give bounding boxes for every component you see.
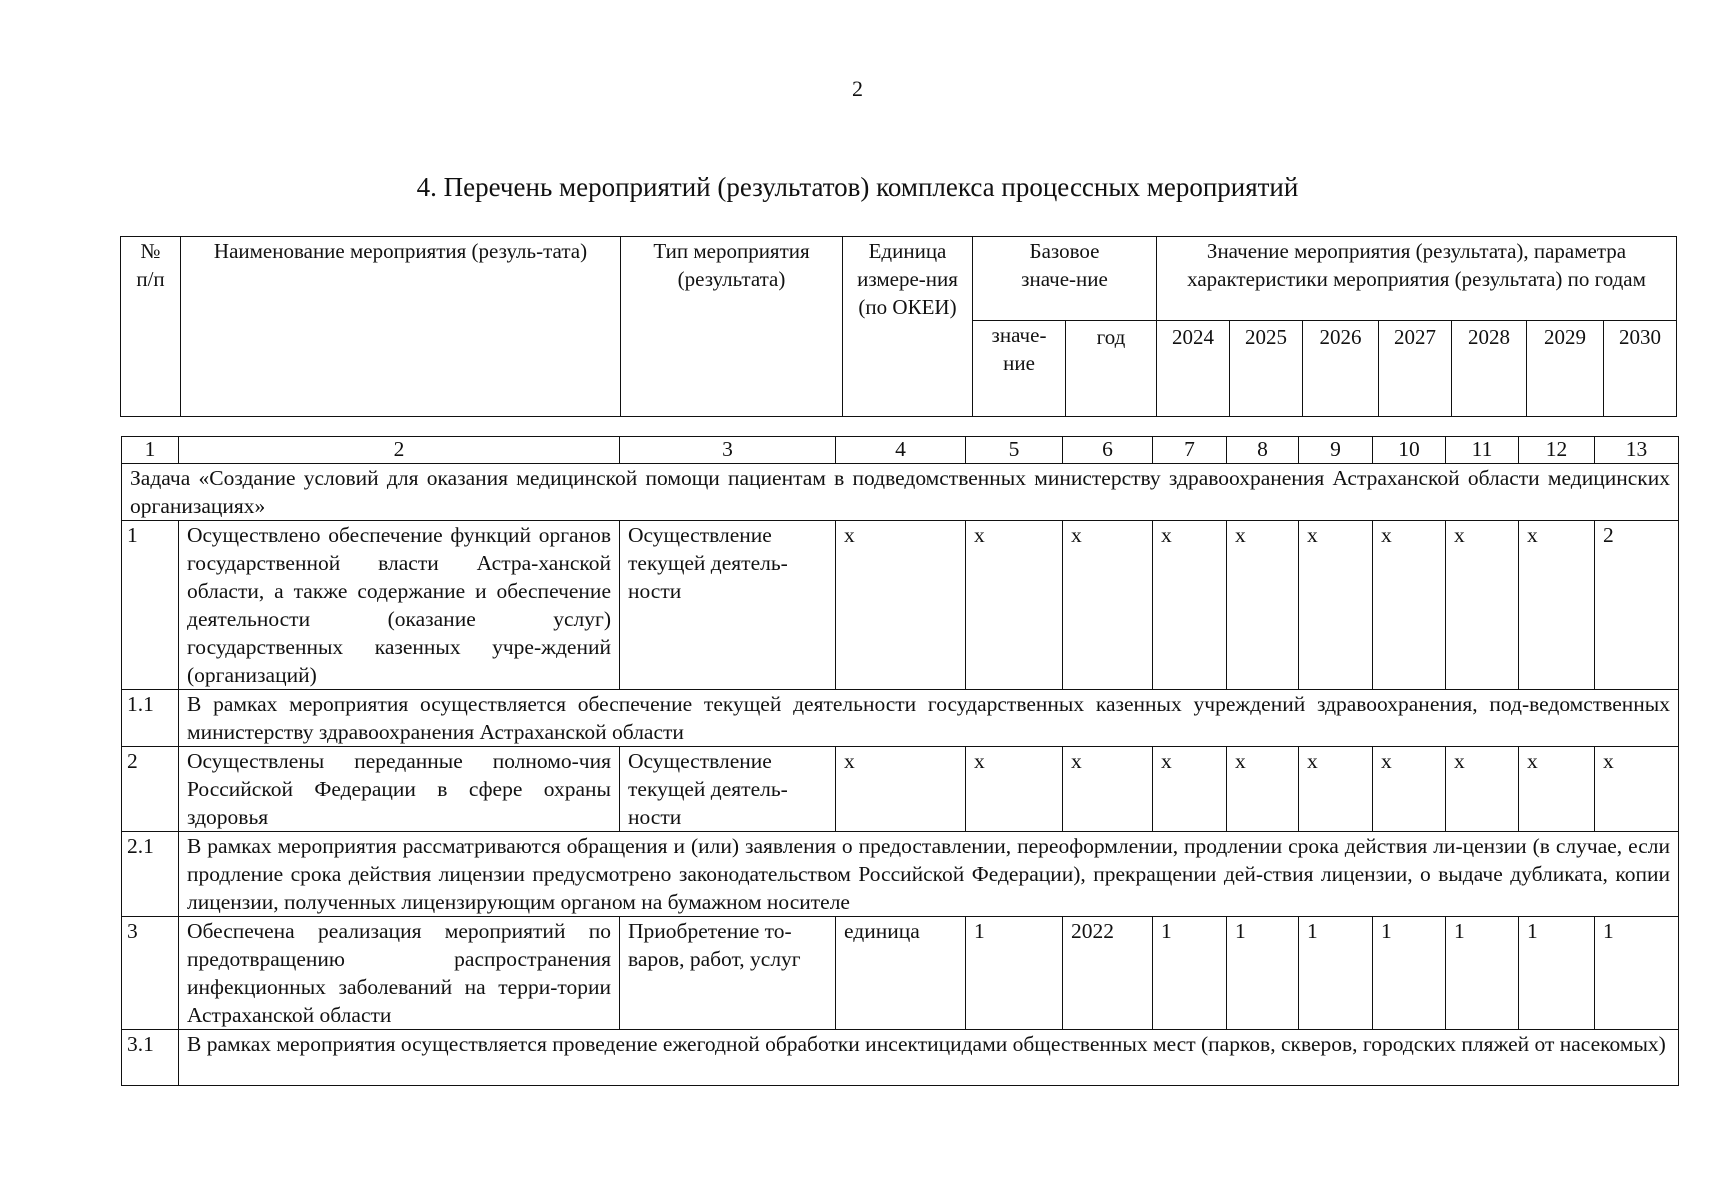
row-value: х	[1446, 747, 1519, 832]
column-number: 3	[620, 437, 836, 464]
row-name: Осуществлены переданные полномо-чия Российской Федерации в сфере охраны здоровья	[179, 747, 620, 832]
table-row	[122, 747, 1679, 832]
row-unit: х	[836, 521, 966, 690]
row-value: х	[1299, 521, 1373, 690]
row-num: 3	[122, 917, 179, 1030]
column-numbers-row	[122, 437, 1679, 464]
header-base-value: значе-ние	[973, 321, 1066, 417]
column-number: 11	[1446, 437, 1519, 464]
header-year: 2025	[1230, 321, 1303, 417]
row-base-year: х	[1063, 521, 1153, 690]
row-value: х	[1519, 521, 1595, 690]
row-value: х	[1373, 521, 1446, 690]
header-year: 2028	[1452, 321, 1527, 417]
header-year: 2030	[1604, 321, 1677, 417]
row-value: 1	[1299, 917, 1373, 1030]
table-row	[122, 521, 1679, 690]
header-type: Тип мероприятия (результата)	[621, 237, 843, 417]
row-value: 1	[1227, 917, 1299, 1030]
row-num: 1	[122, 521, 179, 690]
page-number: 2	[852, 76, 863, 101]
row-base-value: х	[966, 521, 1063, 690]
row-name: Осуществлено обеспечение функций органов государственной власти Астра-ханской области, а также содержание и обеспечение деятельности (оказание услуг) государственных казенных учре-ждений (организаций)	[179, 521, 620, 690]
row-type: Приобретение то-варов, работ, услуг	[620, 917, 836, 1030]
row-unit: х	[836, 747, 966, 832]
header-base: Базовое значе-ние	[973, 237, 1157, 321]
column-number: 9	[1299, 437, 1373, 464]
row-value: 1	[1446, 917, 1519, 1030]
header-year: 2029	[1527, 321, 1604, 417]
row-base-year: 2022	[1063, 917, 1153, 1030]
table-row	[122, 917, 1679, 1030]
row-base-value: х	[966, 747, 1063, 832]
header-year: 2024	[1157, 321, 1230, 417]
header-name: Наименование мероприятия (резуль-тата)	[181, 237, 621, 417]
header-unit: Единица измере-ния (по ОКЕИ)	[843, 237, 973, 417]
column-number: 10	[1373, 437, 1446, 464]
row-note: В рамках мероприятия осуществляется проведение ежегодной обработки инсектицидами общественных мест (парков, скверов, городских пляжей от насекомых)	[179, 1030, 1679, 1086]
row-value: х	[1446, 521, 1519, 690]
row-value: 1	[1153, 917, 1227, 1030]
row-value: 1	[1595, 917, 1679, 1030]
row-type: Осуществление текущей деятель-ности	[620, 521, 836, 690]
column-number: 5	[966, 437, 1063, 464]
header-year: 2027	[1379, 321, 1452, 417]
row-base-year: х	[1063, 747, 1153, 832]
row-num: 2.1	[122, 832, 179, 917]
row-name: Обеспечена реализация мероприятий по предотвращению распространения инфекционных заболеваний на терри-тории Астраханской области	[179, 917, 620, 1030]
row-value: х	[1373, 747, 1446, 832]
row-num: 3.1	[122, 1030, 179, 1086]
row-num: 2	[122, 747, 179, 832]
column-number: 6	[1063, 437, 1153, 464]
column-number: 1	[122, 437, 179, 464]
task-text: Задача «Создание условий для оказания медицинской помощи пациентам в подведомственных министерству здравоохранения Астраханской области медицинских организациях»	[122, 464, 1679, 521]
row-value: 1	[1373, 917, 1446, 1030]
column-number: 2	[179, 437, 620, 464]
header-base-year: год	[1066, 321, 1157, 417]
header-year: 2026	[1303, 321, 1379, 417]
column-number: 12	[1519, 437, 1595, 464]
row-value: 2	[1595, 521, 1679, 690]
row-value: х	[1299, 747, 1373, 832]
row-note: В рамках мероприятия осуществляется обеспечение текущей деятельности государственных казенных учреждений здравоохранения, под-ведомственных министерству здравоохранения Астраханской области	[179, 690, 1679, 747]
row-value: х	[1227, 747, 1299, 832]
column-number: 4	[836, 437, 966, 464]
row-type: Осуществление текущей деятель-ности	[620, 747, 836, 832]
header-table	[120, 236, 1677, 417]
row-value: х	[1519, 747, 1595, 832]
row-value: х	[1227, 521, 1299, 690]
table-row	[122, 832, 1679, 917]
row-value: х	[1153, 747, 1227, 832]
measures-table	[121, 436, 1679, 1086]
column-number: 8	[1227, 437, 1299, 464]
row-base-value: 1	[966, 917, 1063, 1030]
row-num: 1.1	[122, 690, 179, 747]
table-row	[122, 1030, 1679, 1086]
column-number: 7	[1153, 437, 1227, 464]
document-title: 4. Перечень мероприятий (результатов) комплекса процессных мероприятий	[416, 172, 1299, 202]
column-number: 13	[1595, 437, 1679, 464]
header-num: № п/п	[121, 237, 181, 417]
header-values: Значение мероприятия (результата), параметра характеристики мероприятия (результата) по годам	[1157, 237, 1677, 321]
row-value: х	[1153, 521, 1227, 690]
task-row	[122, 464, 1679, 521]
row-value: х	[1595, 747, 1679, 832]
row-value: 1	[1519, 917, 1595, 1030]
table-row	[122, 690, 1679, 747]
row-unit: единица	[836, 917, 966, 1030]
row-note: В рамках мероприятия рассматриваются обращения и (или) заявления о предоставлении, переоформлении, продлении срока действия ли-цензии (в случае, если продление срока действия лицензии предусмотрено законодательством Российской Федерации), прекращении дей-ствия лицензии, о выдаче дубликата, копии лицензии, полученных лицензирующим органом на бумажном носителе	[179, 832, 1679, 917]
